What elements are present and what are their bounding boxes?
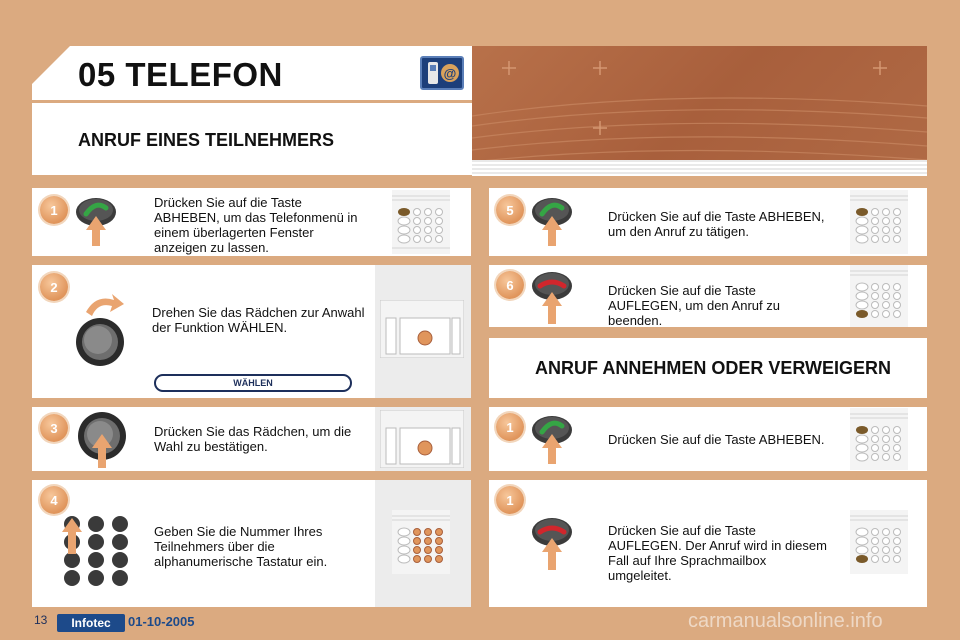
footer-date: 01-10-2005	[128, 614, 195, 629]
pickup-button-icon	[72, 192, 120, 251]
keypad-panel-1	[392, 190, 450, 259]
section-title-answer: ANRUF ANNEHMEN ODER VERWEIGERN	[535, 358, 892, 378]
step-badge-5: 5	[496, 196, 524, 224]
section-title-call: ANRUF EINES TEILNEHMERS	[78, 130, 335, 150]
watermark: carmanualsonline.info	[688, 610, 883, 632]
step-text-1: Drücken Sie auf die Taste ABHEBEN, um das Telefonmenü in einem überlagerten Fenster anzeigen zu lassen.	[154, 195, 358, 255]
answer-badge-1: 1	[496, 413, 524, 441]
answer-text-1: Drücken Sie auf die Taste ABHEBEN.	[608, 432, 825, 447]
step-badge-2: 2	[40, 273, 68, 301]
header-banner	[472, 46, 927, 176]
rotary-knob-press-icon	[76, 410, 128, 473]
radio-panel-2	[380, 300, 464, 363]
step-badge-4: 4	[40, 486, 68, 514]
waehlen-chip: WÄHLEN	[154, 374, 352, 392]
keypad-panel-answer-1	[850, 408, 908, 475]
hangup-button-icon	[528, 514, 576, 575]
pickup-button-icon	[528, 410, 576, 469]
keypad-panel-answer-2	[850, 510, 908, 579]
answer-text-2: Drücken Sie auf die Taste AUFLEGEN. Der Anruf wird in diesem Fall auf Ihre Sprachmailbox umgeleitet.	[608, 523, 827, 583]
keypad-panel-6	[850, 265, 908, 332]
step-text-2: Drehen Sie das Rädchen zur Anwahl der Funktion WÄHLEN.	[152, 305, 365, 335]
infotec-logo: Infotec	[57, 614, 125, 632]
page-number: 13	[34, 613, 48, 627]
svg-text:@: @	[443, 66, 457, 81]
step-text-4: Geben Sie die Nummer Ihres Teilnehmers über die alphanumerische Tastatur ein.	[154, 524, 328, 569]
header-stripe	[472, 160, 927, 176]
answer-badge-2: 1	[496, 486, 524, 514]
step-badge-6: 6	[496, 271, 524, 299]
phone-at-icon	[420, 56, 464, 90]
hangup-button-icon	[528, 268, 576, 329]
step-text-3: Drücken Sie das Rädchen, um die Wahl zu bestätigen.	[154, 424, 352, 454]
keypad-icon	[58, 514, 138, 595]
step-badge-3: 3	[40, 414, 68, 442]
rotary-knob-turn-icon	[74, 292, 128, 377]
keypad-panel-5	[850, 190, 908, 259]
keypad-panel-4	[392, 510, 450, 579]
step-text-6: Drücken Sie auf die Taste AUFLEGEN, um den Anruf zu beenden.	[608, 283, 780, 328]
pickup-button-icon	[528, 192, 576, 251]
step-text-5: Drücken Sie auf die Taste ABHEBEN, um den Anruf zu tätigen.	[608, 209, 825, 239]
step-badge-1: 1	[40, 196, 68, 224]
radio-panel-3	[380, 410, 464, 473]
page-title: 05 TELEFON	[78, 56, 283, 93]
